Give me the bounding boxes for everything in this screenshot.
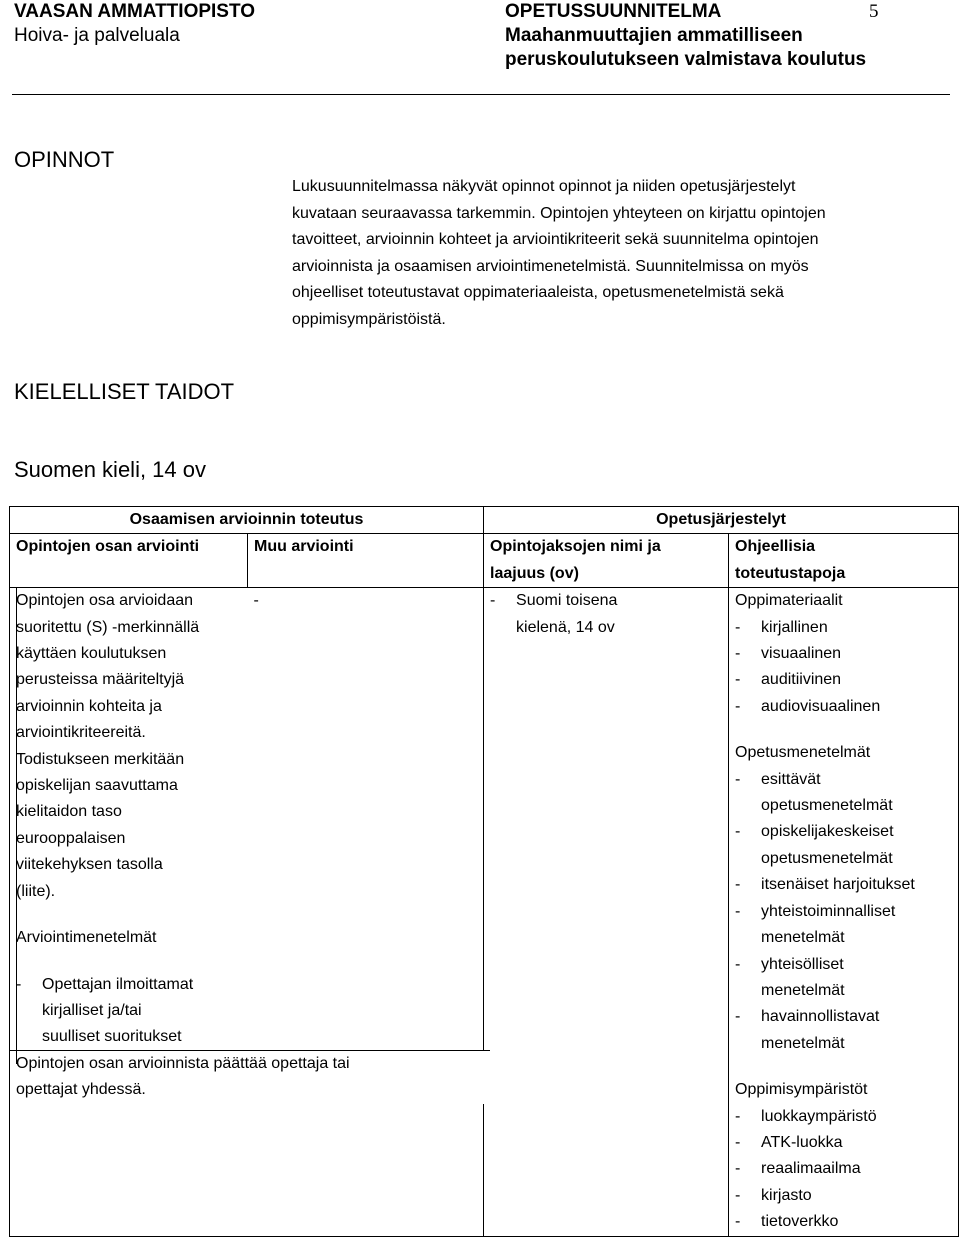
list-item: - ATK-luokka bbox=[735, 1133, 843, 1151]
dash-bullet: - bbox=[16, 975, 22, 993]
list-item: - auditiivinen bbox=[735, 671, 842, 689]
cell-implementation bbox=[729, 588, 959, 1236]
group-header-arrangements: Opetusjärjestelyt bbox=[484, 507, 959, 534]
document-subtitle-line-2: peruskoulutukseen valmistava koulutus bbox=[505, 49, 867, 70]
intro-line: ohjeelliset toteutustavat oppimateriaaleista, opetusmenetelmistä sekä bbox=[292, 284, 784, 301]
curriculum-table bbox=[9, 506, 959, 1237]
text-line: opetusmenetelmät bbox=[761, 797, 893, 815]
text-line: opettajat yhdessä. bbox=[16, 1081, 146, 1099]
list-item: - esittävät bbox=[735, 770, 821, 788]
column-header-part-assessment: Opintojen osan arviointi bbox=[10, 534, 248, 588]
list-item: - tietoverkko bbox=[735, 1213, 839, 1231]
column-header-line: laajuus (ov) bbox=[490, 564, 579, 582]
text-line: eurooppalaisen bbox=[16, 829, 126, 847]
table-group-header-row bbox=[10, 507, 959, 534]
text-line: perusteissa määriteltyjä bbox=[16, 671, 185, 689]
text-line: menetelmät bbox=[761, 929, 845, 947]
list-item: - itsenäiset harjoitukset bbox=[735, 876, 915, 894]
text-line: (liite). bbox=[16, 882, 56, 900]
list-item: - havainnollistavat bbox=[735, 1008, 880, 1026]
text-line: menetelmät bbox=[761, 981, 845, 999]
text-line: arvioinnin kohteita ja bbox=[16, 697, 162, 715]
text-line: menetelmät bbox=[761, 1034, 845, 1052]
school-name: VAASAN AMMATTIOPISTO bbox=[14, 1, 256, 22]
table-column-header-row bbox=[10, 534, 959, 588]
text-line: kirjalliset ja/tai bbox=[42, 1001, 142, 1019]
assessment-method-item: - Opettajan ilmoittamat bbox=[16, 972, 242, 998]
text-line: Opintojen osan arvioinnista päättää opettaja tai bbox=[16, 1054, 350, 1072]
list-item: - audiovisuaalinen bbox=[735, 697, 881, 715]
course-entry: - Suomi toisena bbox=[490, 588, 722, 614]
column-header-course-name bbox=[484, 534, 729, 588]
section-heading-kielelliset-taidot: KIELELLISET TAIDOT bbox=[14, 379, 235, 404]
intro-line: Lukusuunnitelmassa näkyvät opinnot opinnot ja niiden opetusjärjestelyt bbox=[292, 178, 796, 195]
intro-line: arvioinnista ja osaamisen arviointimenetelmistä. Suunnitelmissa on myös bbox=[292, 257, 809, 275]
intro-line: kuvataan seuraavassa tarkemmin. Opintojen yhteyteen on kirjattu opintojen bbox=[292, 204, 826, 222]
text-line: opetusmenetelmät bbox=[761, 849, 893, 867]
learning-environments-heading: Oppimisympäristöt bbox=[735, 1081, 868, 1099]
table-content-row bbox=[10, 588, 959, 1236]
text-line: arviointikriteereitä. bbox=[16, 724, 146, 742]
text-line: suoritettu (S) -merkinnällä bbox=[16, 618, 200, 636]
list-item: - reaalimaailma bbox=[735, 1160, 861, 1178]
list-item: - kirjallinen bbox=[735, 618, 828, 636]
column-header-implementation bbox=[729, 534, 959, 588]
department-name: Hoiva- ja palveluala bbox=[14, 25, 180, 46]
group-header-assessment: Osaamisen arvioinnin toteutus bbox=[10, 507, 484, 534]
text-line: kielenä, 14 ov bbox=[516, 618, 615, 636]
list-item: - visuaalinen bbox=[735, 645, 842, 663]
cell-other-assessment bbox=[248, 588, 484, 1236]
teaching-methods-heading: Opetusmenetelmät bbox=[735, 744, 871, 762]
header-divider bbox=[12, 94, 950, 95]
text-line: kielitaidon taso bbox=[16, 803, 122, 821]
list-item: - yhteisölliset bbox=[735, 955, 844, 973]
column-header-line: toteutustapoja bbox=[735, 564, 846, 582]
text-line: opiskelijan saavuttama bbox=[16, 777, 178, 795]
other-assessment-value: - bbox=[253, 592, 259, 610]
intro-line: oppimisympäristöistä. bbox=[292, 310, 446, 328]
materials-heading: Oppimateriaalit bbox=[735, 592, 843, 610]
text-line: Todistukseen merkitään bbox=[16, 750, 185, 768]
intro-line: tavoitteet, arvioinnin kohteet ja arviointikriteerit sekä suunnitelma opintojen bbox=[292, 231, 819, 248]
list-item: - kirjasto bbox=[735, 1186, 812, 1204]
text-line: Opintojen osa arvioidaan bbox=[16, 592, 194, 610]
column-header-line: Opintojaksojen nimi ja bbox=[490, 538, 661, 556]
column-header-other-assessment: Muu arviointi bbox=[248, 534, 484, 588]
course-title: Suomen kieli, 14 ov bbox=[14, 457, 206, 482]
intro-paragraph bbox=[292, 174, 932, 333]
text-line: viitekehyksen tasolla bbox=[16, 856, 163, 874]
text-line: suulliset suoritukset bbox=[42, 1028, 182, 1046]
list-item: - luokkaympäristö bbox=[735, 1107, 877, 1125]
text-line: käyttäen koulutuksen bbox=[16, 645, 167, 663]
cell-part-assessment bbox=[10, 588, 350, 1236]
dash-bullet: - bbox=[490, 592, 496, 610]
list-item: - opiskelijakeskeiset bbox=[735, 823, 894, 841]
document-subtitle-line-1: Maahanmuuttajien ammatilliseen bbox=[505, 25, 803, 46]
column-header-line: Ohjeellisia bbox=[735, 538, 816, 556]
page-number: 5 bbox=[869, 1, 879, 22]
list-item: - yhteistoiminnalliset bbox=[735, 902, 896, 920]
document-title: OPETUSSUUNNITELMA bbox=[505, 1, 722, 22]
cell-course-name bbox=[484, 588, 729, 1236]
assessment-methods-heading: Arviointimenetelmät bbox=[16, 929, 157, 947]
section-heading-opinnot: OPINNOT bbox=[14, 147, 115, 172]
